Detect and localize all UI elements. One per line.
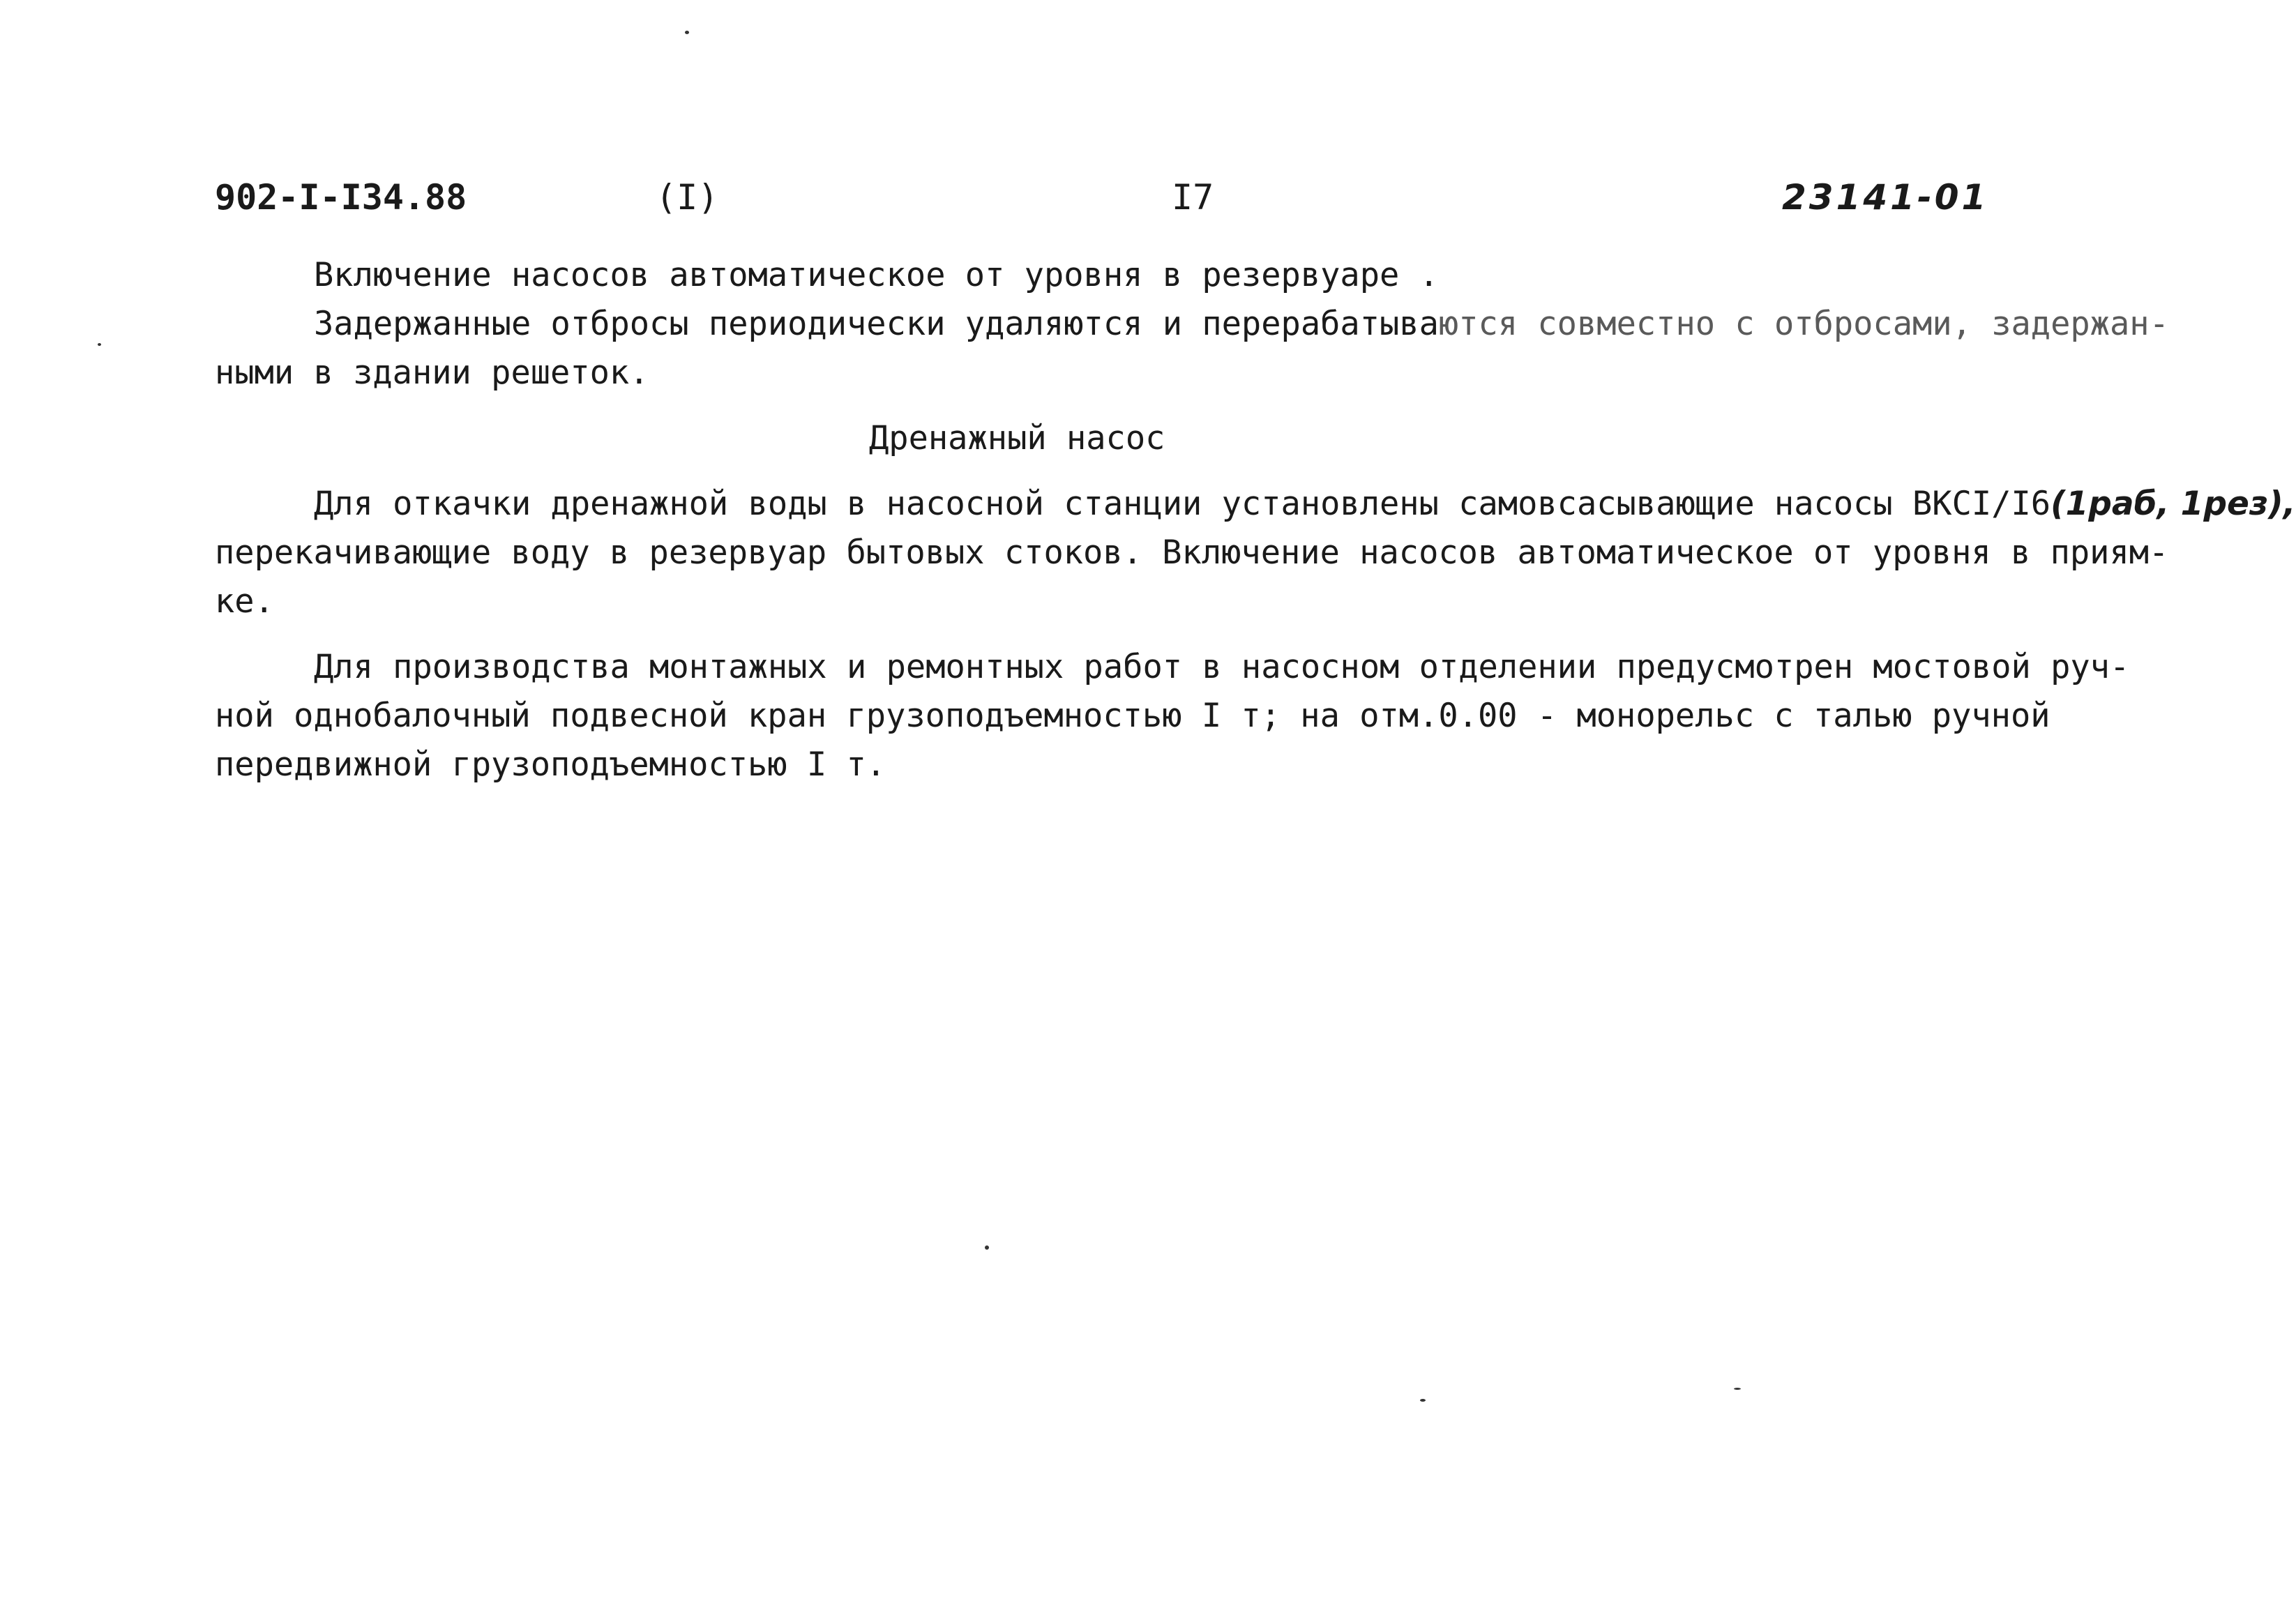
document-part: (I) [656,177,719,218]
intro-line-2-main: Задержанные отбросы периодически удаляются и перерабатыва [314,305,1439,343]
crane-line-1: Для производства монтажных и ремонтных работ в насосном отделении предусмотрен мостовой руч- [314,648,2130,686]
section-title: Дренажный насос [869,419,1165,457]
drain-line-1-handwritten: (1раб, 1рез), [2050,485,2296,523]
scan-speck [98,343,101,346]
intro-line-1: Включение насосов автоматическое от уровня в резервуаре . [314,256,1439,294]
drain-line-1 [215,480,2296,529]
intro-line-2 [215,300,2251,349]
scan-speck [1420,1399,1426,1402]
scan-speck [1734,1388,1741,1390]
intro-line-3: ными в здании решеток. [215,354,649,392]
crane-line-3: передвижной грузоподъемностью I т. [215,745,886,784]
crane-line-2: ной однобалочный подвесной кран грузоподъемностью I т; на отм.0.00 - монорельс с талью ручной [215,697,2050,735]
drain-line-1-main: Для откачки дренажной воды в насосной станции установлены самовсасывающие насосы ВКСI/I6 [314,485,2051,523]
scan-speck [685,31,689,34]
document-body [215,251,2296,789]
intro-line-2-faded: ются совместно с отбросами, задержан- [1438,305,2169,343]
page-number: I7 [1172,177,1214,218]
drain-line-3: ке. [215,582,274,621]
scan-speck [985,1245,989,1250]
document-code: 902-I-I34.88 [215,177,467,218]
inventory-number: 23141-01 [1782,177,1989,218]
drain-line-2: перекачивающие воду в резервуар бытовых стоков. Включение насосов автоматическое от уровня в приям- [215,533,2169,572]
page-header [0,173,2257,222]
